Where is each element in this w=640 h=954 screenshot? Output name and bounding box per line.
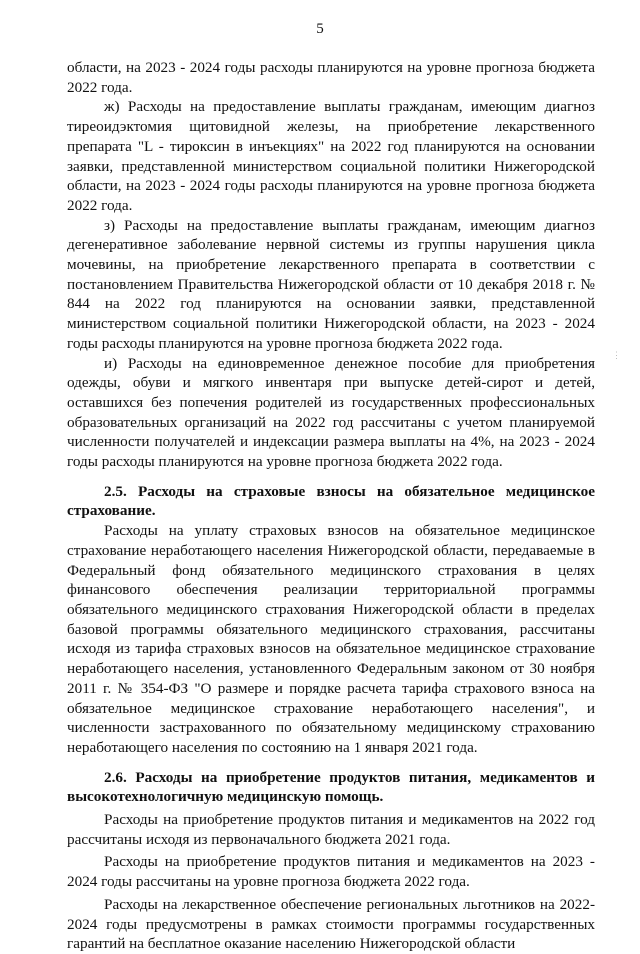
section-2-6-paragraph-2: Расходы на приобретение продуктов питания и медикаментов на 2023 - 2024 годы рассчитаны на уровне прогноза бюджета 2022 года. <box>67 853 595 891</box>
paragraph-item-i: и) Расходы на единовременное денежное пособие для приобретения одежды, обуви и мягкого инвентаря при выпуске детей-сирот и детей, оставшихся без попечения родителей из государственных профессиональных образовательных организаций на 2022 год рассчитаны с учетом планируемой численности получателей и индексации размера выплаты на 4%, на 2023 - 2024 годы расходы планируются на уровне прогноза бюджета 2022 года. <box>67 354 595 471</box>
section-heading-2-6: 2.6. Расходы на приобретение продуктов питания, медикаментов и высокотехнологичную медицинскую помощь. <box>67 768 595 806</box>
document-body <box>67 58 595 954</box>
paragraph-continuation: области, на 2023 - 2024 годы расходы планируются на уровне прогноза бюджета 2022 года. <box>67 59 595 96</box>
section-heading-2-5: 2.5. Расходы на страховые взносы на обязательное медицинское страхование. <box>67 482 595 520</box>
scan-artifact: ⋮ <box>612 350 623 360</box>
section-2-6-paragraph-3: Расходы на лекарственное обеспечение региональных льготников на 2022-2024 годы предусмотрены в рамках стоимости программы государственных гарантий на бесплатное оказание населению Нижегородской области <box>67 895 595 953</box>
section-2-6-paragraph-1: Расходы на приобретение продуктов питания и медикаментов на 2022 год рассчитаны исходя из первоначального бюджета 2021 года. <box>67 811 595 848</box>
section-2-5-paragraph: Расходы на уплату страховых взносов на обязательное медицинское страхование неработающего населения Нижегородской области, передаваемые в Федеральный фонд обязательного медицинского страхования в целях финансового обеспечения реализации территориальной программы обязательного медицинского страхования Нижегородской области в пределах базовой программы обязательного медицинского страхования, рассчитаны исходя из тарифа страховых взносов на обязательное медицинское страхование неработающего населения, установленного Федеральным законом от 30 ноября 2011 г. № 354-ФЗ "О размере и порядке расчета тарифа страхового взноса на обязательное медицинское страхование неработающего населения", и численности застрахованного по обязательному медицинскому страхованию неработающего населения по состоянию на 1 января 2021 года. <box>67 522 595 756</box>
page-number: 5 <box>316 21 324 37</box>
paragraph-item-z: з) Расходы на предоставление выплаты гражданам, имеющим диагноз дегенеративное заболевание нервной системы из группы нарушения цикла мочевины, на приобретение лекарственного препарата в соответствии с постановлением Правительства Нижегородской области от 10 декабря 2018 г. № 844 на 2022 год планируются на основании заявки, представленной министерством социальной политики Нижегородской области, на 2023 - 2024 годы расходы планируются на уровне прогноза бюджета 2022 года. <box>67 216 595 352</box>
paragraph-item-zh: ж) Расходы на предоставление выплаты гражданам, имеющим диагноз тиреоидэктомия щитовидной железы, на приобретение лекарственного препарата "L - тироксин в инъекциях" на 2022 год планируются на основании заявки, представленной министерством социальной политики Нижегородской области, на 2023 - 2024 годы расходы планируются на уровне прогноза бюджета 2022 года. <box>67 98 595 214</box>
